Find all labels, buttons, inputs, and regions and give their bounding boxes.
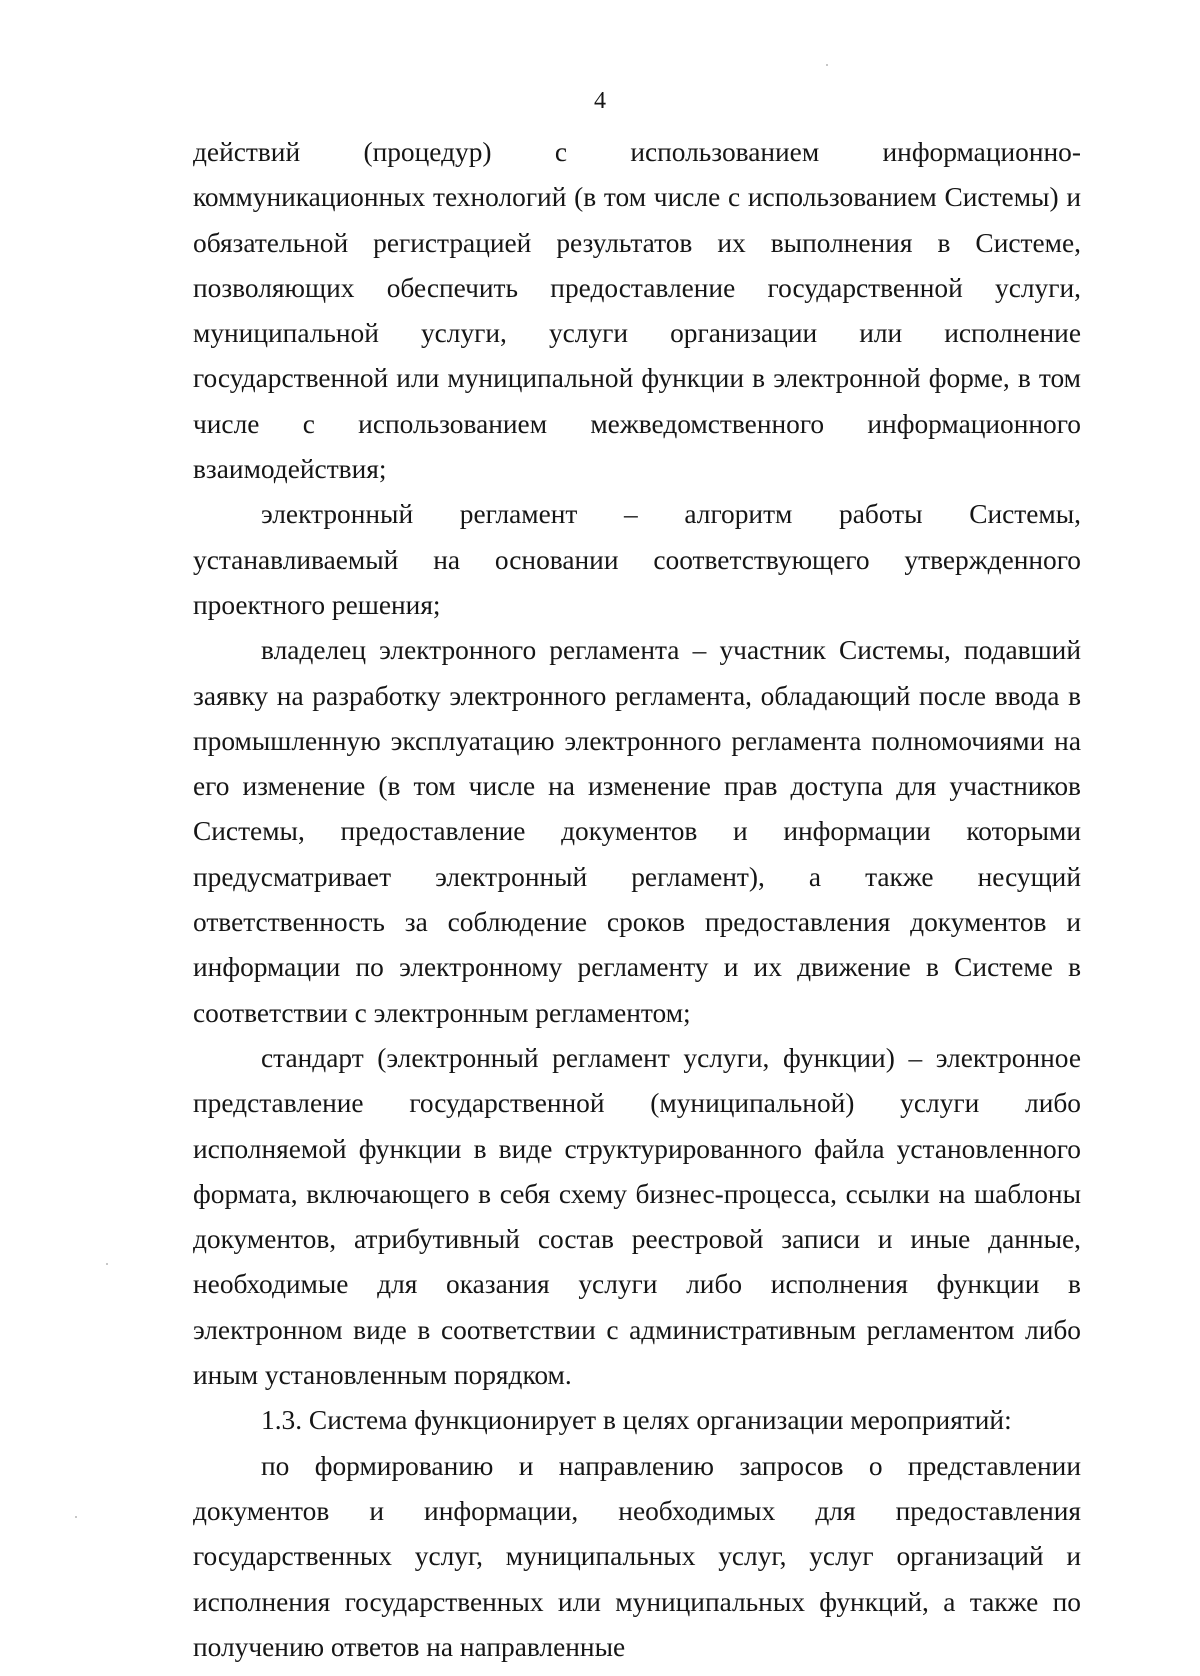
scan-speck bbox=[106, 1263, 108, 1265]
paragraph-standard: стандарт (электронный регламент услуги, функции) – электронное представление государственной (муниципальной) услуги либо исполняемой функции в виде структурированного файла установленного формата, включающего в себя схему бизнес-процесса, ссылки на шаблоны документов, атрибутивный состав реестровой записи и иные данные, необходимые для оказания услуги либо исполнения функции в электронном виде в соответствии с административным регламентом либо иным установленным порядком. bbox=[193, 1042, 1081, 1391]
paragraph-requests: по формированию и направлению запросов о представлении документов и информации, необходимых для предоставления государственных услуг, муниципальных услуг, услуг организаций и исполнения государственных или муниципальных функций, а также по получению ответов на направленные bbox=[193, 1450, 1081, 1662]
document-body bbox=[193, 130, 1081, 1670]
scan-speck bbox=[75, 1516, 77, 1518]
paragraph-definition-continuation: действий (процедур) с использованием информационно-коммуникационных технологий (в том числе с использованием Системы) и обязательной регистрацией результатов их выполнения в Системе, позволяющих обеспечить предоставление государственной услуги, муниципальной услуги, услуги организации или исполнение государственной или муниципальной функции в электронной форме, в том числе с использованием межведомственного информационного взаимодействия; bbox=[193, 137, 1081, 485]
page-number: 4 bbox=[594, 88, 606, 114]
paragraph-reglament-owner: владелец электронного регламента – участник Системы, подавший заявку на разработку электронного регламента, обладающий после ввода в промышленную эксплуатацию электронного регламента полномочиями на его изменение (в том числе на изменение прав доступа для участников Системы, предоставление документов и информации которыми предусматривает электронный регламент), а также несущий ответственность за соблюдение сроков предоставления документов и информации по электронному регламенту и их движение в Системе в соответствии с электронным регламентом; bbox=[193, 635, 1081, 1028]
scan-speck bbox=[826, 64, 828, 66]
paragraph-electronic-reglament: электронный регламент – алгоритм работы Системы, устанавливаемый на основании соответствующего утвержденного проектного решения; bbox=[193, 499, 1081, 620]
paragraph-section-1-3: 1.3. Система функционирует в целях организации мероприятий: bbox=[261, 1405, 1012, 1436]
